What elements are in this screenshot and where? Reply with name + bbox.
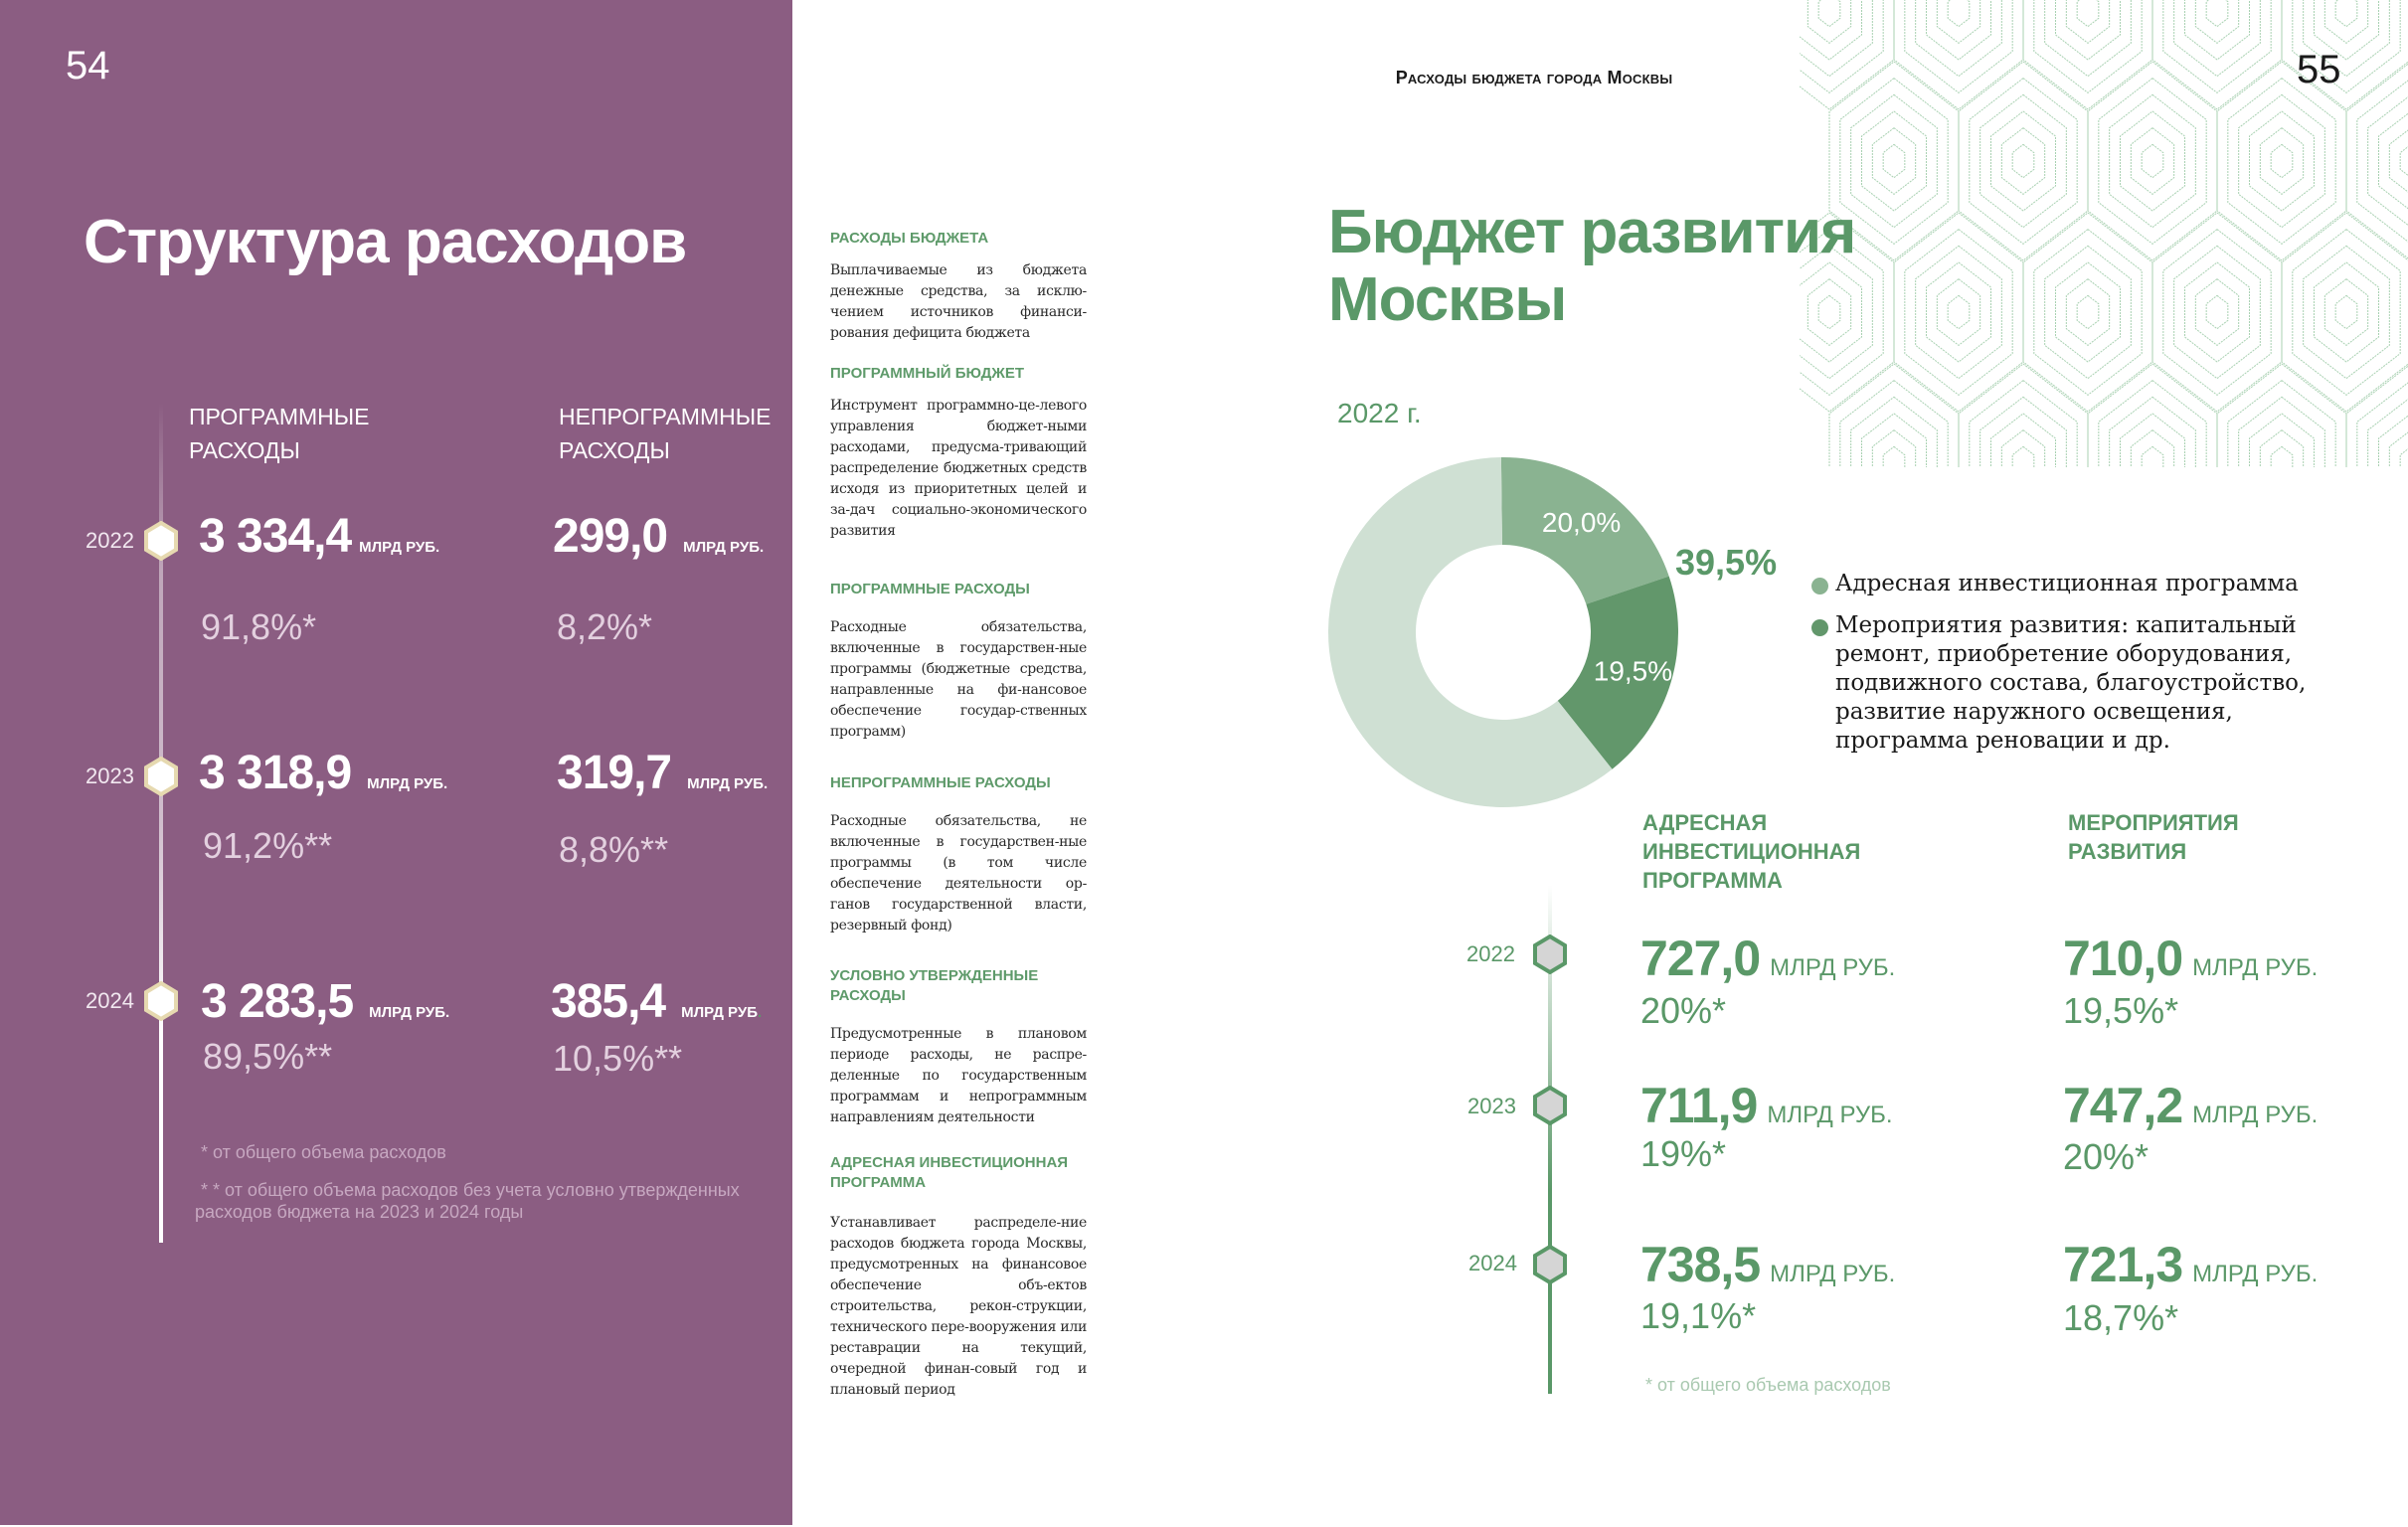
value-unit: МЛРД РУБ. — [1770, 1261, 1896, 1287]
development-value — [2063, 930, 2318, 987]
running-header: Расходы бюджета города Москвы — [1395, 68, 1673, 87]
left-page-panel — [0, 0, 792, 1525]
timeline-year: 2024 — [1468, 1251, 1517, 1275]
column-header-programmatic — [189, 400, 369, 467]
value-unit: МЛРД РУБ. — [369, 1004, 450, 1021]
aip-share: 19,1%* — [1640, 1295, 1757, 1336]
column-header-line: ПРОГРАММА — [1642, 868, 1783, 893]
nonprogrammatic-value — [553, 509, 764, 564]
glossary-definition: Выплачиваемые из бюджета денежные средства, за исклю-чением источников финанси-рования дефицита бюджета — [830, 262, 1087, 341]
hexagon-pattern-cell — [1959, 364, 2088, 467]
glossary-entry — [830, 229, 1087, 344]
hexagon-pattern-cell — [2088, 364, 2217, 467]
programmatic-share: 89,5%** — [203, 1036, 333, 1077]
glossary-definition: Расходные обязательства, не включенные в государствен-ные программы (в том числе обеспечение деятельности ор-ганов государственной власти, резервный фонд) — [830, 813, 1087, 933]
legend-label-line: программа реновации и др. — [1835, 728, 2170, 754]
hexagon-marker-icon — [143, 981, 179, 1021]
legend-dot-icon — [1811, 578, 1828, 594]
value-number: 721,3 — [2063, 1237, 2183, 1292]
development-value — [2063, 1077, 2318, 1134]
hexagon-marker-icon — [143, 757, 179, 796]
glossary-term: АДРЕСНАЯ ИНВЕСТИЦИОННАЯ ПРОГРАММА — [830, 1154, 1069, 1191]
donut-total-callout: 39,5% — [1675, 542, 1778, 583]
value-number: 299,0 — [553, 510, 668, 563]
donut-slice-label: 20,0% — [1541, 507, 1622, 539]
glossary-term: ПРОГРАММНЫЕ РАСХОДЫ — [830, 581, 1030, 597]
hexagon-pattern-cell — [2152, 213, 2282, 412]
hexagon-pattern-cell — [2088, 62, 2217, 260]
value-unit: МЛРД РУБ. — [2192, 1102, 2319, 1128]
development-share: 20%* — [2063, 1136, 2150, 1177]
column-header-development — [2068, 808, 2239, 866]
column-header-line: РАСХОДЫ — [559, 437, 670, 463]
column-header-line: МЕРОПРИЯТИЯ — [2068, 810, 2239, 835]
timeline-year: 2022 — [1466, 941, 1515, 966]
timeline-year: 2023 — [1467, 1094, 1516, 1118]
hexagon-pattern-cell — [2346, 364, 2408, 467]
aip-share: 20%* — [1640, 990, 1727, 1031]
value-unit: МЛРД РУБ. — [2192, 954, 2319, 981]
glossary-definition: Расходные обязательства, включенные в государствен-ные программы (бюджетные средства, направленные на фи-нансовое обеспечение государ-ственных программ) — [830, 619, 1087, 740]
hexagon-pattern-cell — [2346, 62, 2408, 260]
column-header-line: АДРЕСНАЯ — [1642, 810, 1768, 835]
legend-label-line: ремонт, приобретение оборудования, — [1835, 641, 2293, 667]
glossary-entry — [830, 364, 1087, 542]
glossary-term: РАСХОДЫ БЮДЖЕТА — [830, 230, 989, 247]
title-line: Москвы — [1328, 265, 1567, 334]
title-line: Бюджет развития — [1328, 198, 1856, 266]
page-number-left: 54 — [66, 44, 110, 87]
glossary-term: ПРОГРАММНЫЙ БЮДЖЕТ — [830, 365, 1025, 382]
legend-label-line: развитие наружного освещения, — [1835, 699, 2233, 725]
hexagon-marker-icon — [1532, 1245, 1568, 1284]
hexagon-pattern-cell — [2023, 213, 2152, 412]
programmatic-share: 91,8%* — [201, 606, 317, 647]
programmatic-value — [199, 746, 447, 800]
value-unit: МЛРД РУБ. — [367, 775, 448, 792]
glossary-term: УСЛОВНО УТВЕРЖДЕННЫЕ РАСХОДЫ — [830, 967, 1039, 1004]
footnote-right: * от общего объема расходов — [1645, 1375, 1891, 1395]
timeline-year: 2022 — [86, 528, 134, 553]
aip-value — [1640, 1077, 1893, 1134]
donut-chart — [1324, 455, 1682, 813]
legend-label: Адресная инвестиционная программа — [1835, 571, 2299, 596]
legend-item — [1811, 611, 2328, 756]
hexagon-marker-icon — [1532, 1086, 1568, 1125]
chart-legend — [1811, 570, 2328, 756]
value-unit: МЛРД РУБ. — [1770, 954, 1896, 981]
value-number: 3 334,4 — [199, 510, 352, 563]
nonprogrammatic-value — [557, 746, 768, 800]
hexagon-pattern-cell — [2282, 213, 2408, 412]
column-header-line: РАСХОДЫ — [189, 437, 300, 463]
footnote-line: * * от общего объема расходов без учета условно утвержденных — [201, 1180, 740, 1200]
aip-value — [1640, 1236, 1895, 1293]
legend-dot-icon — [1811, 619, 1828, 636]
hexagon-pattern-cell — [1829, 364, 1959, 467]
value-number: 747,2 — [2063, 1078, 2183, 1133]
column-header-nonprogrammatic — [559, 400, 771, 467]
nonprogrammatic-share: 8,8%** — [559, 829, 669, 870]
legend-label-line: подвижного состава, благоустройство, — [1835, 670, 2307, 696]
chart-year-label: 2022 г. — [1337, 398, 1422, 428]
value-unit: МЛРД РУБ — [681, 1004, 758, 1021]
value-unit: МЛРД РУБ. — [359, 539, 440, 556]
legend-label-line: Мероприятия развития: капитальный — [1835, 612, 2297, 638]
value-number: 738,5 — [1640, 1237, 1761, 1292]
timeline-year: 2023 — [86, 764, 134, 788]
nonprogrammatic-value — [551, 974, 761, 1029]
green-dot: . — [757, 1004, 762, 1021]
page-number-right: 55 — [2297, 48, 2341, 91]
footnote-double-asterisk — [195, 1179, 791, 1223]
value-number: 385,4 — [551, 975, 666, 1028]
nonprogrammatic-share: 8,2%* — [557, 606, 653, 647]
timeline-year: 2024 — [86, 988, 134, 1013]
column-header-line: РАЗВИТИЯ — [2068, 839, 2187, 864]
value-number: 727,0 — [1640, 931, 1761, 986]
value-number: 710,0 — [2063, 931, 2183, 986]
glossary-term: НЕПРОГРАММНЫЕ РАСХОДЫ — [830, 774, 1051, 791]
value-number: 3 318,9 — [199, 747, 352, 799]
hexagon-pattern-cell — [1959, 62, 2088, 260]
page-title-left: Структура расходов — [84, 208, 687, 276]
page-title-right — [1328, 199, 1855, 334]
glossary-entry — [830, 773, 1087, 936]
glossary-entry — [830, 580, 1087, 743]
hexagon-marker-icon — [1532, 934, 1568, 974]
glossary-entry — [830, 966, 1087, 1128]
column-header-line: ИНВЕСТИЦИОННАЯ — [1642, 839, 1861, 864]
development-share: 19,5%* — [2063, 990, 2179, 1031]
value-number: 319,7 — [557, 747, 672, 799]
donut-slice-label: 19,5% — [1593, 655, 1673, 687]
value-number: 3 283,5 — [201, 975, 354, 1028]
programmatic-value — [199, 509, 439, 564]
column-header-aip — [1642, 808, 1860, 895]
glossary-definition: Предусмотренные в плановом периоде расходы, не распре-деленные по государственным программам и непрограммным направлениям деятельности — [830, 1026, 1087, 1125]
development-value — [2063, 1236, 2318, 1293]
hexagon-marker-icon — [143, 521, 179, 561]
legend-item — [1811, 570, 2328, 598]
aip-share: 19%* — [1640, 1133, 1727, 1174]
column-header-line: ПРОГРАММНЫЕ — [189, 404, 370, 429]
footnote-single-asterisk: * от общего объема расходов — [201, 1142, 446, 1162]
hexagon-pattern-cell — [1800, 0, 1894, 109]
value-unit: МЛРД РУБ. — [683, 539, 765, 556]
programmatic-value — [201, 974, 449, 1029]
programmatic-share: 91,2%** — [203, 825, 333, 866]
footnote-line: расходов бюджета на 2023 и 2024 годы — [195, 1202, 524, 1222]
hexagon-pattern-cell — [1894, 213, 2023, 412]
development-share: 18,7%* — [2063, 1297, 2179, 1338]
column-header-line: НЕПРОГРАММНЫЕ — [559, 404, 772, 429]
value-unit: МЛРД РУБ. — [2192, 1261, 2319, 1287]
glossary-definition: Инструмент программно-це-левого управления бюджет-ными расходами, предусма-тривающий распределение бюджетных средств исходя из приоритетных целей и за-дач социально-экономического развития — [830, 398, 1087, 539]
value-number: 711,9 — [1640, 1078, 1758, 1133]
value-unit: МЛРД РУБ. — [1767, 1102, 1893, 1128]
nonprogrammatic-share: 10,5%** — [553, 1038, 683, 1079]
value-unit: МЛРД РУБ. — [687, 775, 769, 792]
glossary-definition: Устанавливает распределе-ние расходов бюджета города Москвы, предусмотренных на финансовое обеспечение объ-ектов строительства, рекон-струкции, технического пере-вооружения или реставрации на текущий, очередной финан-совый год и плановый период — [830, 1215, 1087, 1398]
hexagon-pattern-cell — [2217, 364, 2346, 467]
glossary-entry — [830, 1153, 1087, 1401]
aip-value — [1640, 930, 1895, 987]
